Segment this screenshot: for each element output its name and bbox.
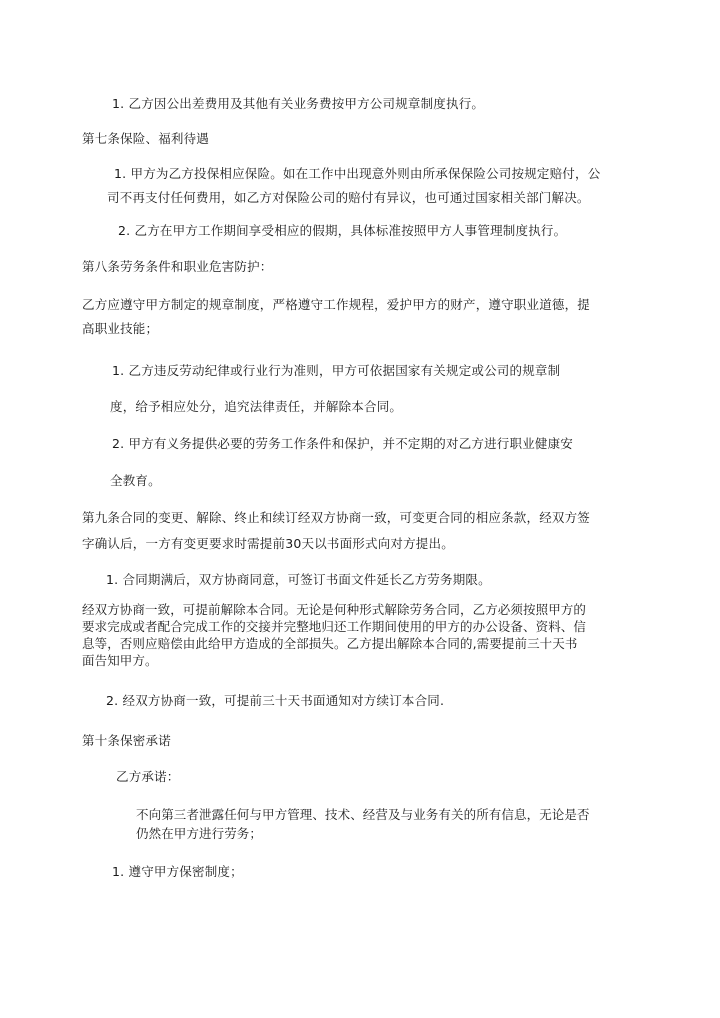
clause-8-heading: 第八条劳务条件和职业危害防护：	[82, 259, 273, 274]
clause-7-heading: 第七条保险、福利待遇	[82, 131, 210, 146]
clause-10-commitment-label: 乙方承诺：	[116, 769, 180, 784]
clause-9-termination-line-4: 面告知甲方。	[82, 653, 158, 668]
clause-10-commitment-line-1: 不向第三者泄露任何与甲方管理、技术、经营及与业务有关的所有信息，无论是否	[136, 807, 590, 822]
clause-8-item-1-line-2: 度，给予相应处分，追究法律责任，并解除本合同。	[110, 399, 403, 414]
clause-7-item-2: 2. 乙方在甲方工作期间享受相应的假期，具体标准按照甲方人事管理制度执行。	[118, 223, 567, 238]
clause-7-item-1-line-1: 1. 甲方为乙方投保相应保险。如在工作中出现意外则由所承保保险公司按规定赔付，公	[114, 166, 601, 181]
clause-9-heading-line-2: 字确认后，一方有变更要求时需提前30天以书面形式向对方提出。	[82, 536, 454, 551]
clause-9-termination-line-3: 息等，否则应赔偿由此给甲方造成的全部损失。乙方提出解除本合同的,需要提前三十天书	[82, 636, 578, 651]
clause-9-termination-line-2: 要求完成或者配合完成工作的交接并完整地归还工作期间使用的甲方的办公设备、资料、信	[82, 619, 587, 634]
clause-8-intro-line-2: 高职业技能；	[82, 321, 159, 336]
clause-8-item-1-line-1: 1. 乙方违反劳动纪律或行业行为准则，甲方可依据国家有关规定或公司的规章制	[112, 363, 561, 378]
clause-10-heading: 第十条保密承诺	[82, 733, 171, 748]
clause-7-item-1-line-2: 司不再支付任何费用，如乙方对保险公司的赔付有异议，也可通过国家相关部门解决。	[107, 190, 590, 205]
clause-10-commitment-line-2: 仍然在甲方进行劳务；	[136, 826, 263, 841]
clause-8-intro-line-1: 乙方应遵守甲方制定的规章制度，严格遵守工作规程，爱护甲方的财产，遵守职业道德，提	[82, 297, 591, 312]
clause-9-heading-line-1: 第九条合同的变更、解除、终止和续订经双方协商一致，可变更合同的相应条款，经双方签	[82, 510, 591, 525]
clause-8-item-2-line-2: 全教育。	[110, 473, 161, 488]
clause-9-item-2: 2. 经双方协商一致，可提前三十天书面通知对方续订本合同.	[106, 693, 445, 708]
clause-6-item-1: 1. 乙方因公出差费用及其他有关业务费按甲方公司规章制度执行。	[112, 96, 485, 111]
clause-10-item-1: 1. 遵守甲方保密制度；	[112, 864, 243, 879]
clause-9-termination-line-1: 经双方协商一致，可提前解除本合同。无论是何种形式解除劳务合同，乙方必须按照甲方的	[82, 602, 587, 617]
clause-9-item-1: 1. 合同期满后，双方协商同意，可签订书面文件延长乙方劳务期限。	[106, 572, 491, 587]
clause-8-item-2-line-1: 2. 甲方有义务提供必要的劳务工作条件和保护，并不定期的对乙方进行职业健康安	[112, 436, 574, 451]
